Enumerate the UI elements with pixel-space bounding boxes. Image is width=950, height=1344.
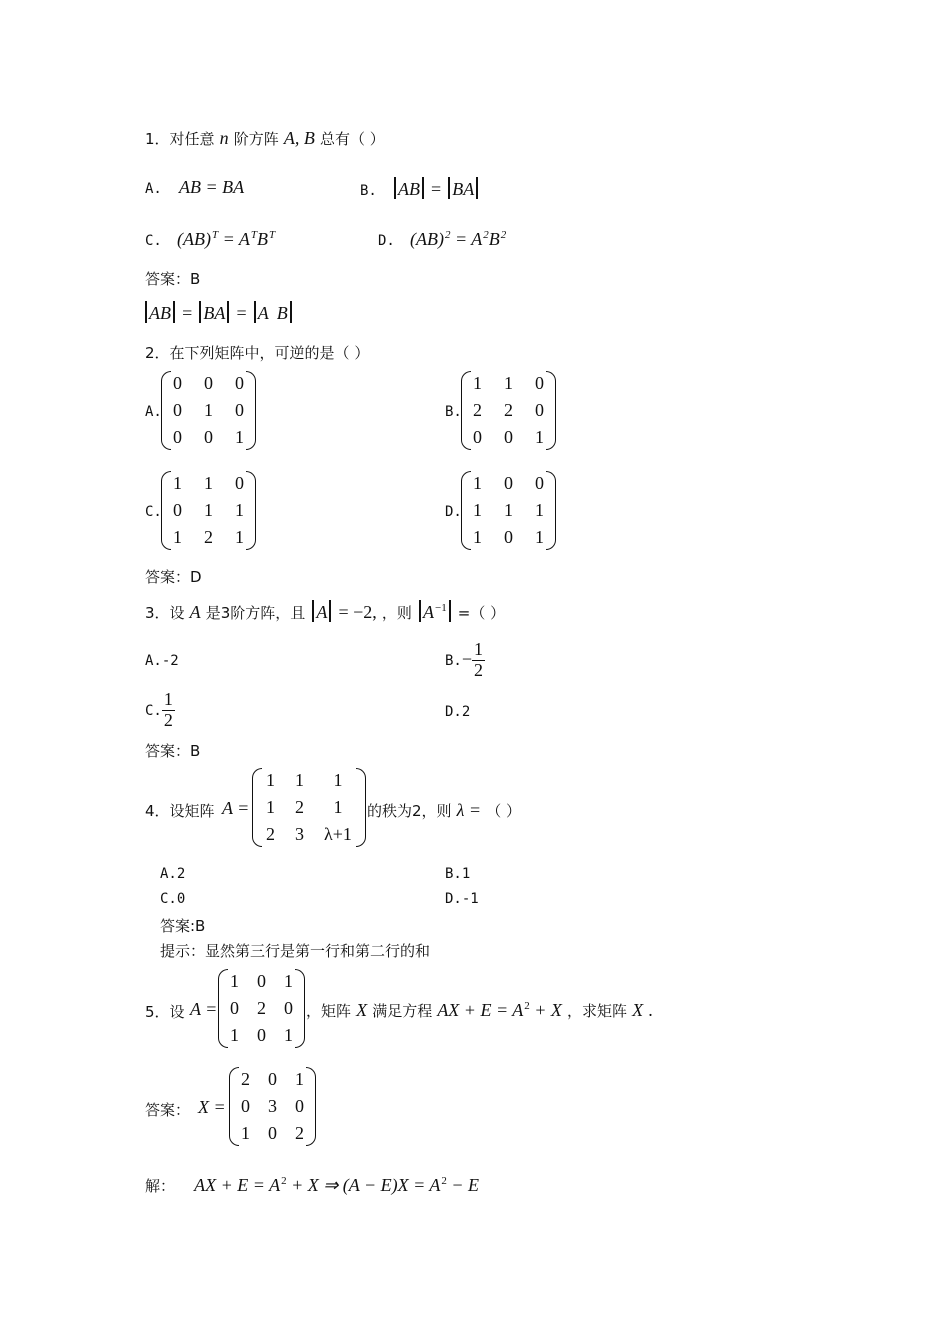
matrix-cell: 0	[268, 1123, 277, 1143]
q4-matrix-label: A =	[222, 798, 250, 818]
q5-matrix-label: A =	[190, 999, 218, 1019]
q2-matrix-c	[161, 471, 256, 550]
q3-stem: 3．设 A 是3阶方阵，且 A = −2, ，则 $A^{-1}$ =（ ）	[145, 602, 506, 622]
matrix-cell: 0	[235, 473, 244, 493]
matrix-cell: 2	[295, 1123, 304, 1143]
matrix-cell: 0	[284, 998, 293, 1018]
matrix-cell: 1	[535, 527, 544, 547]
q4-option-a: A.2	[160, 866, 186, 882]
matrix-cell: 1	[504, 373, 513, 393]
matrix-cell: 2	[295, 797, 304, 817]
matrix-cell: 0	[204, 373, 213, 393]
q5-answer-x: X =	[198, 1097, 226, 1117]
matrix-cell: 2	[204, 527, 213, 547]
matrix-cell: 1	[266, 797, 275, 817]
q3-option-b: B.− $\frac{1}{2}$	[445, 639, 484, 680]
q2-option-a-label: A.	[145, 404, 162, 420]
matrix-cell: 1	[173, 473, 182, 493]
q4-matrix	[252, 768, 366, 847]
matrix-cell: 1	[504, 500, 513, 520]
matrix-cell: 1	[473, 527, 482, 547]
q2-option-d-label: D.	[445, 504, 462, 520]
matrix-cell: 1	[230, 1025, 239, 1045]
matrix-cell: 1	[295, 770, 304, 790]
matrix-cell: 1	[204, 473, 213, 493]
q1-note: AB = BA = A B	[143, 301, 294, 324]
matrix-cell: 0	[257, 971, 266, 991]
matrix-cell: 1	[230, 971, 239, 991]
q2-stem: 2．在下列矩阵中，可逆的是（ ）	[145, 344, 370, 362]
q2-matrix-d	[461, 471, 556, 550]
matrix-cell: 0	[473, 427, 482, 447]
q1-stem: 1．对任意 n 阶方阵 A, B 总有（ ）	[145, 128, 385, 148]
matrix-cell: 0	[504, 427, 513, 447]
q4-stem-pre: 4．设矩阵	[145, 802, 215, 820]
matrix-cell: 0	[230, 998, 239, 1018]
matrix-cell: 0	[535, 400, 544, 420]
matrix-cell: 1	[241, 1123, 250, 1143]
q1-option-d: D. $(AB)^2 = A^2B^2$	[378, 229, 507, 249]
matrix-cell: 0	[535, 373, 544, 393]
matrix-cell: 0	[235, 373, 244, 393]
q5-stem-pre: 5．设	[145, 1003, 185, 1021]
q4-hint: 提示：显然第三行是第一行和第二行的和	[160, 942, 431, 960]
matrix-cell: 1	[235, 527, 244, 547]
q4-stem-post: 的秩为2，则 λ = （ ）	[367, 800, 521, 820]
matrix-cell: 1	[295, 1069, 304, 1089]
matrix-cell: 1	[473, 473, 482, 493]
q5-stem-post: ，矩阵 X 满足方程 AX + $E = A^2 + X$ ，求矩阵 X .	[306, 1000, 653, 1020]
matrix-cell: 1	[535, 427, 544, 447]
matrix-cell: 1	[284, 971, 293, 991]
matrix-cell: 2	[504, 400, 513, 420]
q5-solution: 解： AX + $E = A^2 + X$ ⇒ $(A - E)X = A^2 - E$	[145, 1175, 480, 1195]
matrix-cell: 1	[333, 797, 343, 817]
matrix-cell: 0	[257, 1025, 266, 1045]
q5-answer-matrix	[229, 1067, 316, 1146]
matrix-cell: 0	[235, 400, 244, 420]
matrix-cell: 0	[204, 427, 213, 447]
q3-option-d: D.2	[445, 704, 471, 720]
q2-matrix-a	[161, 371, 256, 450]
matrix-cell: 2	[266, 824, 275, 844]
matrix-cell: 1	[473, 373, 482, 393]
q3-option-a: A.-2	[145, 653, 179, 669]
matrix-cell: 3	[295, 824, 304, 844]
q2-option-b-label: B.	[445, 404, 462, 420]
matrix-cell: 0	[173, 500, 182, 520]
matrix-cell: 0	[241, 1096, 250, 1116]
matrix-cell: 0	[173, 400, 182, 420]
matrix-cell: 0	[535, 473, 544, 493]
matrix-cell: 1	[535, 500, 544, 520]
matrix-cell: 1	[235, 500, 244, 520]
q4-option-b: B.1	[445, 866, 471, 882]
matrix-cell: 0	[268, 1069, 277, 1089]
q4-option-d: D.-1	[445, 891, 479, 907]
matrix-cell: 1	[204, 400, 213, 420]
matrix-cell: 1	[204, 500, 213, 520]
matrix-cell: 2	[473, 400, 482, 420]
matrix-cell: 1	[266, 770, 275, 790]
matrix-cell: 1	[173, 527, 182, 547]
q2-answer: 答案：D	[145, 568, 202, 586]
matrix-cell: 1	[473, 500, 482, 520]
matrix-cell: 2	[257, 998, 266, 1018]
matrix-cell: 1	[333, 770, 343, 790]
matrix-cell: 3	[268, 1096, 277, 1116]
q3-option-c: C. $\frac{1}{2}$	[145, 689, 173, 730]
q5-matrix	[218, 969, 305, 1048]
matrix-cell: 1	[284, 1025, 293, 1045]
q1-option-b: B. AB = BA	[360, 177, 480, 200]
matrix-cell: 2	[241, 1069, 250, 1089]
q1-answer: 答案：B	[145, 270, 201, 288]
q3-answer: 答案：B	[145, 742, 201, 760]
matrix-cell: 0	[504, 527, 513, 547]
matrix-cell: 1	[235, 427, 244, 447]
q2-option-c-label: C.	[145, 504, 162, 520]
matrix-cell: 0	[504, 473, 513, 493]
q4-answer: 答案:B	[160, 917, 206, 935]
matrix-cell: 0	[295, 1096, 304, 1116]
q5-answer-label: 答案：	[145, 1101, 191, 1119]
matrix-cell: 0	[173, 373, 182, 393]
q1-option-a: A. AB = BA	[145, 177, 245, 197]
q4-option-c: C.0	[160, 891, 186, 907]
matrix-cell: 0	[173, 427, 182, 447]
q1-option-c: C. $(AB)^T = A^TB^T$	[145, 229, 276, 249]
matrix-cell: λ+1	[324, 824, 352, 844]
q2-matrix-b	[461, 371, 556, 450]
